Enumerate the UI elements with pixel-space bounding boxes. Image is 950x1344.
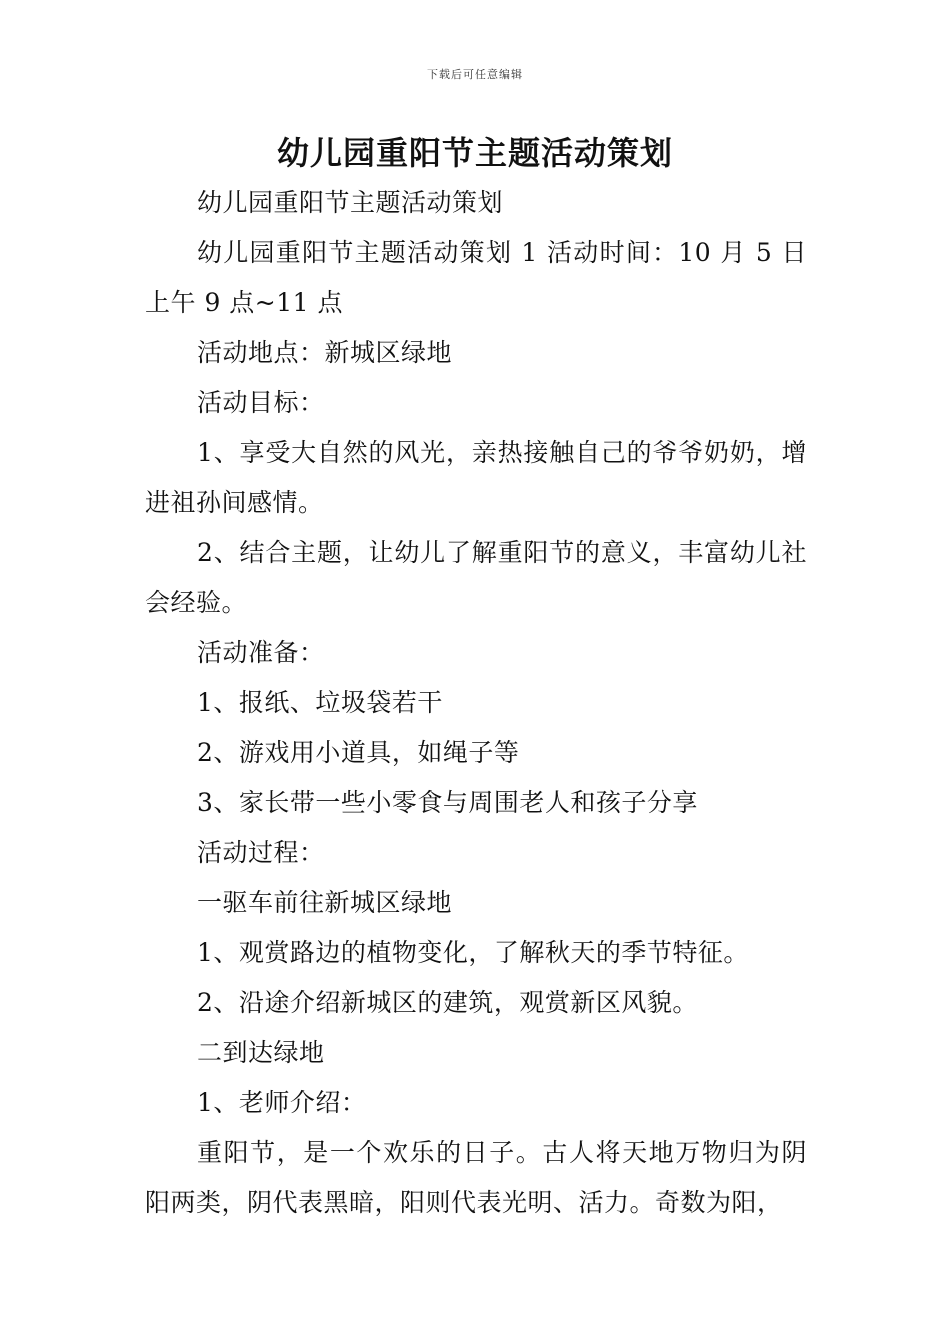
paragraph: 3、家长带一些小零食与周围老人和孩子分享 — [197, 788, 698, 817]
paragraph: 活动过程： — [197, 838, 325, 867]
paragraph: 幼儿园重阳节主题活动策划 — [197, 188, 504, 217]
document-body — [145, 178, 807, 1228]
paragraph: 1、报纸、垃圾袋若干 — [197, 688, 443, 717]
paragraph: 2、结合主题，让幼儿了解重阳节的意义，丰富幼儿社会经验。 — [145, 538, 807, 617]
paragraph: 活动准备： — [197, 638, 325, 667]
paragraph: 重阳节，是一个欢乐的日子。古人将天地万物归为阴阳两类，阴代表黑暗，阳则代表光明、活力。奇数为阳， — [145, 1138, 807, 1217]
paragraph: 幼儿园重阳节主题活动策划 1 活动时间：10 月 5 日上午 9 点~11 点 — [145, 238, 807, 317]
paragraph: 1、享受大自然的风光，亲热接触自己的爷爷奶奶，增进祖孙间感情。 — [145, 438, 807, 517]
document-title: 幼儿园重阳节主题活动策划 — [276, 134, 673, 172]
paragraph: 一驱车前往新城区绿地 — [197, 888, 453, 917]
paragraph: 活动目标： — [197, 388, 325, 417]
paragraph: 1、老师介绍： — [197, 1088, 367, 1117]
paragraph: 活动地点：新城区绿地 — [197, 338, 453, 367]
paragraph: 1、观赏路边的植物变化，了解秋天的季节特征。 — [197, 938, 749, 967]
paragraph: 2、沿途介绍新城区的建筑，观赏新区风貌。 — [197, 988, 698, 1017]
header-note: 下载后可任意编辑 — [427, 68, 523, 81]
paragraph: 二到达绿地 — [197, 1038, 325, 1067]
paragraph: 2、游戏用小道具，如绳子等 — [197, 738, 520, 767]
